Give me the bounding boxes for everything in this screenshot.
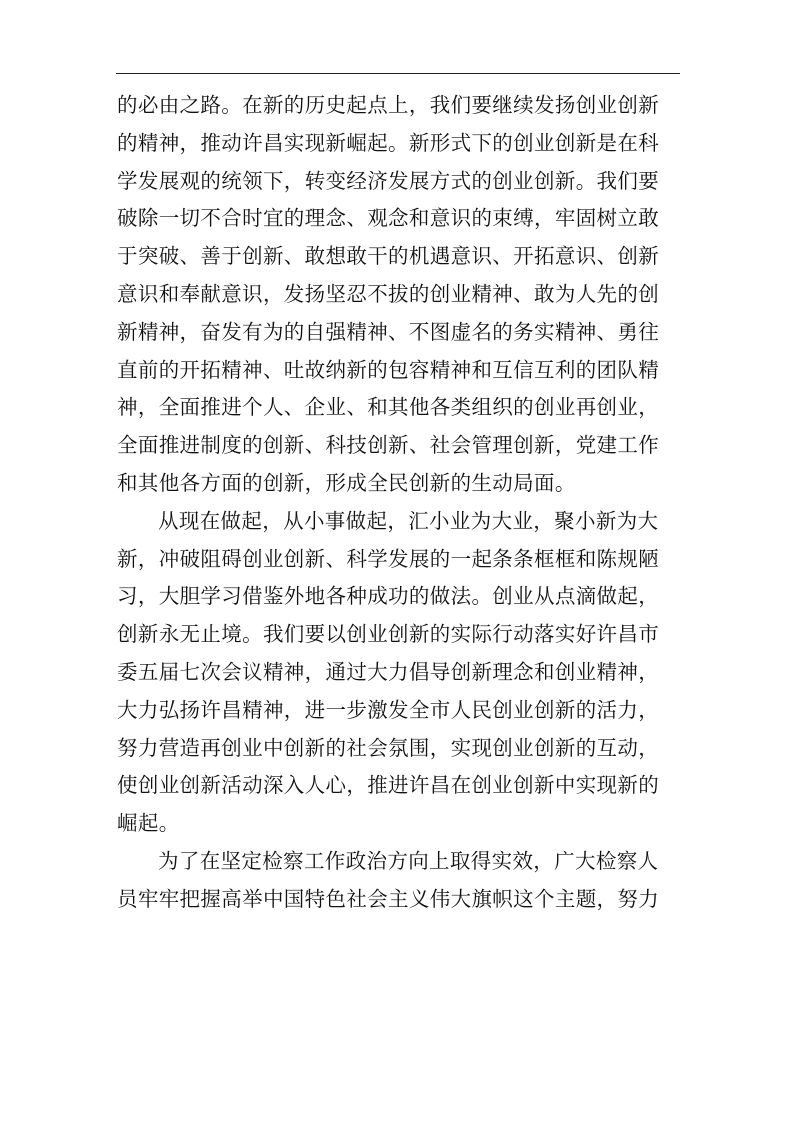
text-line: 从现在做起，从小事做起，汇小业为大业，聚小新为大 [158,508,659,533]
text-line: 委五届七次会议精神，通过大力倡导创新理念和创业精神， [117,659,660,684]
header-rule [116,73,680,74]
text-line: 学发展观的统领下，转变经济发展方式的创业创新。我们要 [117,168,660,193]
text-line: 使创业创新活动深入人心，推进许昌在创业创新中实现新的 [117,773,660,798]
text-line: 习，大胆学习借鉴外地各种成功的做法。创业从点滴做起， [117,584,660,609]
text-line: 意识和奉献意识，发扬坚忍不拔的创业精神、敢为人先的创 [117,281,660,306]
text-line: 全面推进制度的创新、科技创新、社会管理创新，党建工作 [117,433,660,458]
text-line: 的精神，推动许昌实现新崛起。新形式下的创业创新是在科 [117,130,660,155]
document-body [117,87,679,919]
text-line: 为了在坚定检察工作政治方向上取得实效，广大检察人 [158,848,659,873]
text-line: 直前的开拓精神、吐故纳新的包容精神和互信互利的团队精 [117,357,660,382]
text-line: 努力营造再创业中创新的社会氛围，实现创业创新的互动， [117,735,660,760]
text-line: 大力弘扬许昌精神，进一步激发全市人民创业创新的活力， [117,697,660,722]
text-line: 崛起。 [117,811,180,836]
text-line: 创新永无止境。我们要以创业创新的实际行动落实好许昌市 [117,622,660,647]
text-line: 和其他各方面的创新，形成全民创新的生动局面。 [117,470,576,495]
text-line: 破除一切不合时宜的理念、观念和意识的束缚，牢固树立敢 [117,206,660,231]
text-line: 新精神，奋发有为的自强精神、不图虚名的务实精神、勇往 [117,319,660,344]
text-line: 员牢牢把握高举中国特色社会主义伟大旗帜这个主题，努力 [117,886,660,911]
text-line: 神，全面推进个人、企业、和其他各类组织的创业再创业， [117,395,660,420]
text-line: 于突破、善于创新、敢想敢干的机遇意识、开拓意识、创新 [117,244,660,269]
text-line: 新，冲破阻碍创业创新、科学发展的一起条条框框和陈规陋 [117,546,660,571]
text-line: 的必由之路。在新的历史起点上，我们要继续发扬创业创新 [117,93,660,117]
